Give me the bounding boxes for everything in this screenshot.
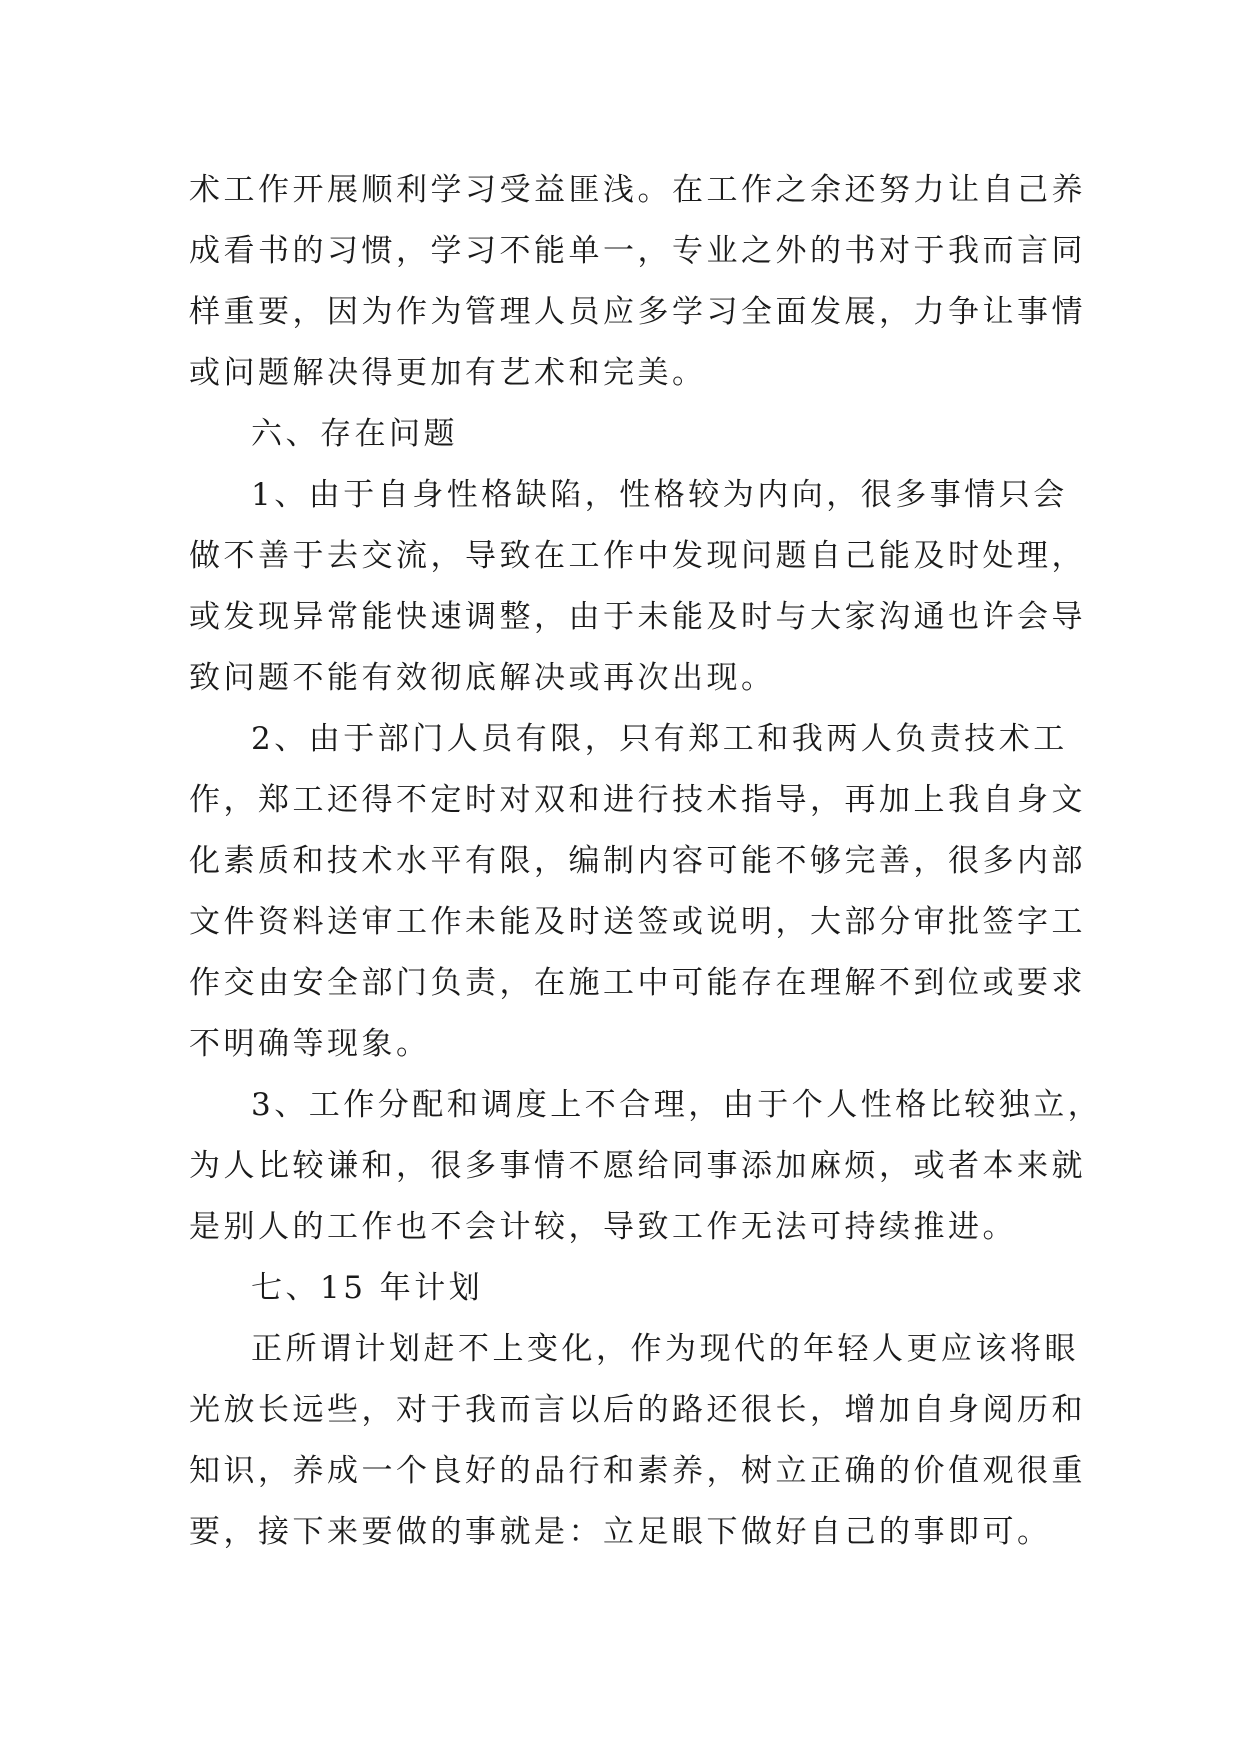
paragraph-problem-3 [189, 1075, 1103, 1258]
paragraph-problem-2 [189, 709, 1086, 1075]
text-line: 做不善于去交流，导致在工作中发现问题自己能及时处理， [189, 538, 1086, 574]
heading-text: 七、15 年计划 [251, 1270, 484, 1306]
text-line: 光放长远些，对于我而言以后的路还很长，增加自身阅历和 [189, 1392, 1086, 1428]
paragraph-plan [189, 1319, 1086, 1563]
text-line: 致问题不能有效彻底解决或再次出现。 [189, 660, 776, 696]
text-line: 是别人的工作也不会计较，导致工作无法可持续推进。 [189, 1209, 1017, 1245]
text-line: 不明确等现象。 [189, 1026, 431, 1062]
text-line: 或发现异常能快速调整，由于未能及时与大家沟通也许会导 [189, 599, 1086, 635]
section-heading-problems [189, 404, 1061, 465]
document-body [189, 160, 1103, 1563]
text-line: 2、由于部门人员有限，只有郑工和我两人负责技术工 [251, 721, 1068, 757]
text-line: 作交由安全部门负责，在施工中可能存在理解不到位或要求 [189, 965, 1086, 1001]
text-line: 文件资料送审工作未能及时送签或说明，大部分审批签字工 [189, 904, 1086, 940]
text-line: 为人比较谦和，很多事情不愿给同事添加麻烦，或者本来就 [189, 1148, 1086, 1184]
text-line: 术工作开展顺利学习受益匪浅。在工作之余还努力让自己养 [189, 172, 1086, 208]
text-line: 1、由于自身性格缺陷，性格较为内向，很多事情只会 [251, 477, 1068, 513]
text-line: 或问题解决得更加有艺术和完美。 [189, 355, 707, 391]
text-line: 知识，养成一个良好的品行和素养，树立正确的价值观很重 [189, 1453, 1086, 1489]
text-line: 化素质和技术水平有限，编制内容可能不够完善，很多内部 [189, 843, 1086, 879]
text-line: 正所谓计划赶不上变化，作为现代的年轻人更应该将眼 [251, 1331, 1079, 1367]
text-line: 作，郑工还得不定时对双和进行技术指导，再加上我自身文 [189, 782, 1086, 818]
text-line: 要，接下来要做的事就是：立足眼下做好自己的事即可。 [189, 1514, 1052, 1550]
text-line: 成看书的习惯，学习不能单一，专业之外的书对于我而言同 [189, 233, 1086, 269]
paragraph-problem-1 [189, 465, 1086, 709]
heading-text: 六、存在问题 [251, 416, 458, 452]
section-heading-plan [189, 1258, 1061, 1319]
text-line: 3、工作分配和调度上不合理，由于个人性格比较独立， [251, 1087, 1103, 1123]
paragraph-study-habits [189, 160, 1086, 404]
text-line: 样重要，因为作为管理人员应多学习全面发展，力争让事情 [189, 294, 1086, 330]
